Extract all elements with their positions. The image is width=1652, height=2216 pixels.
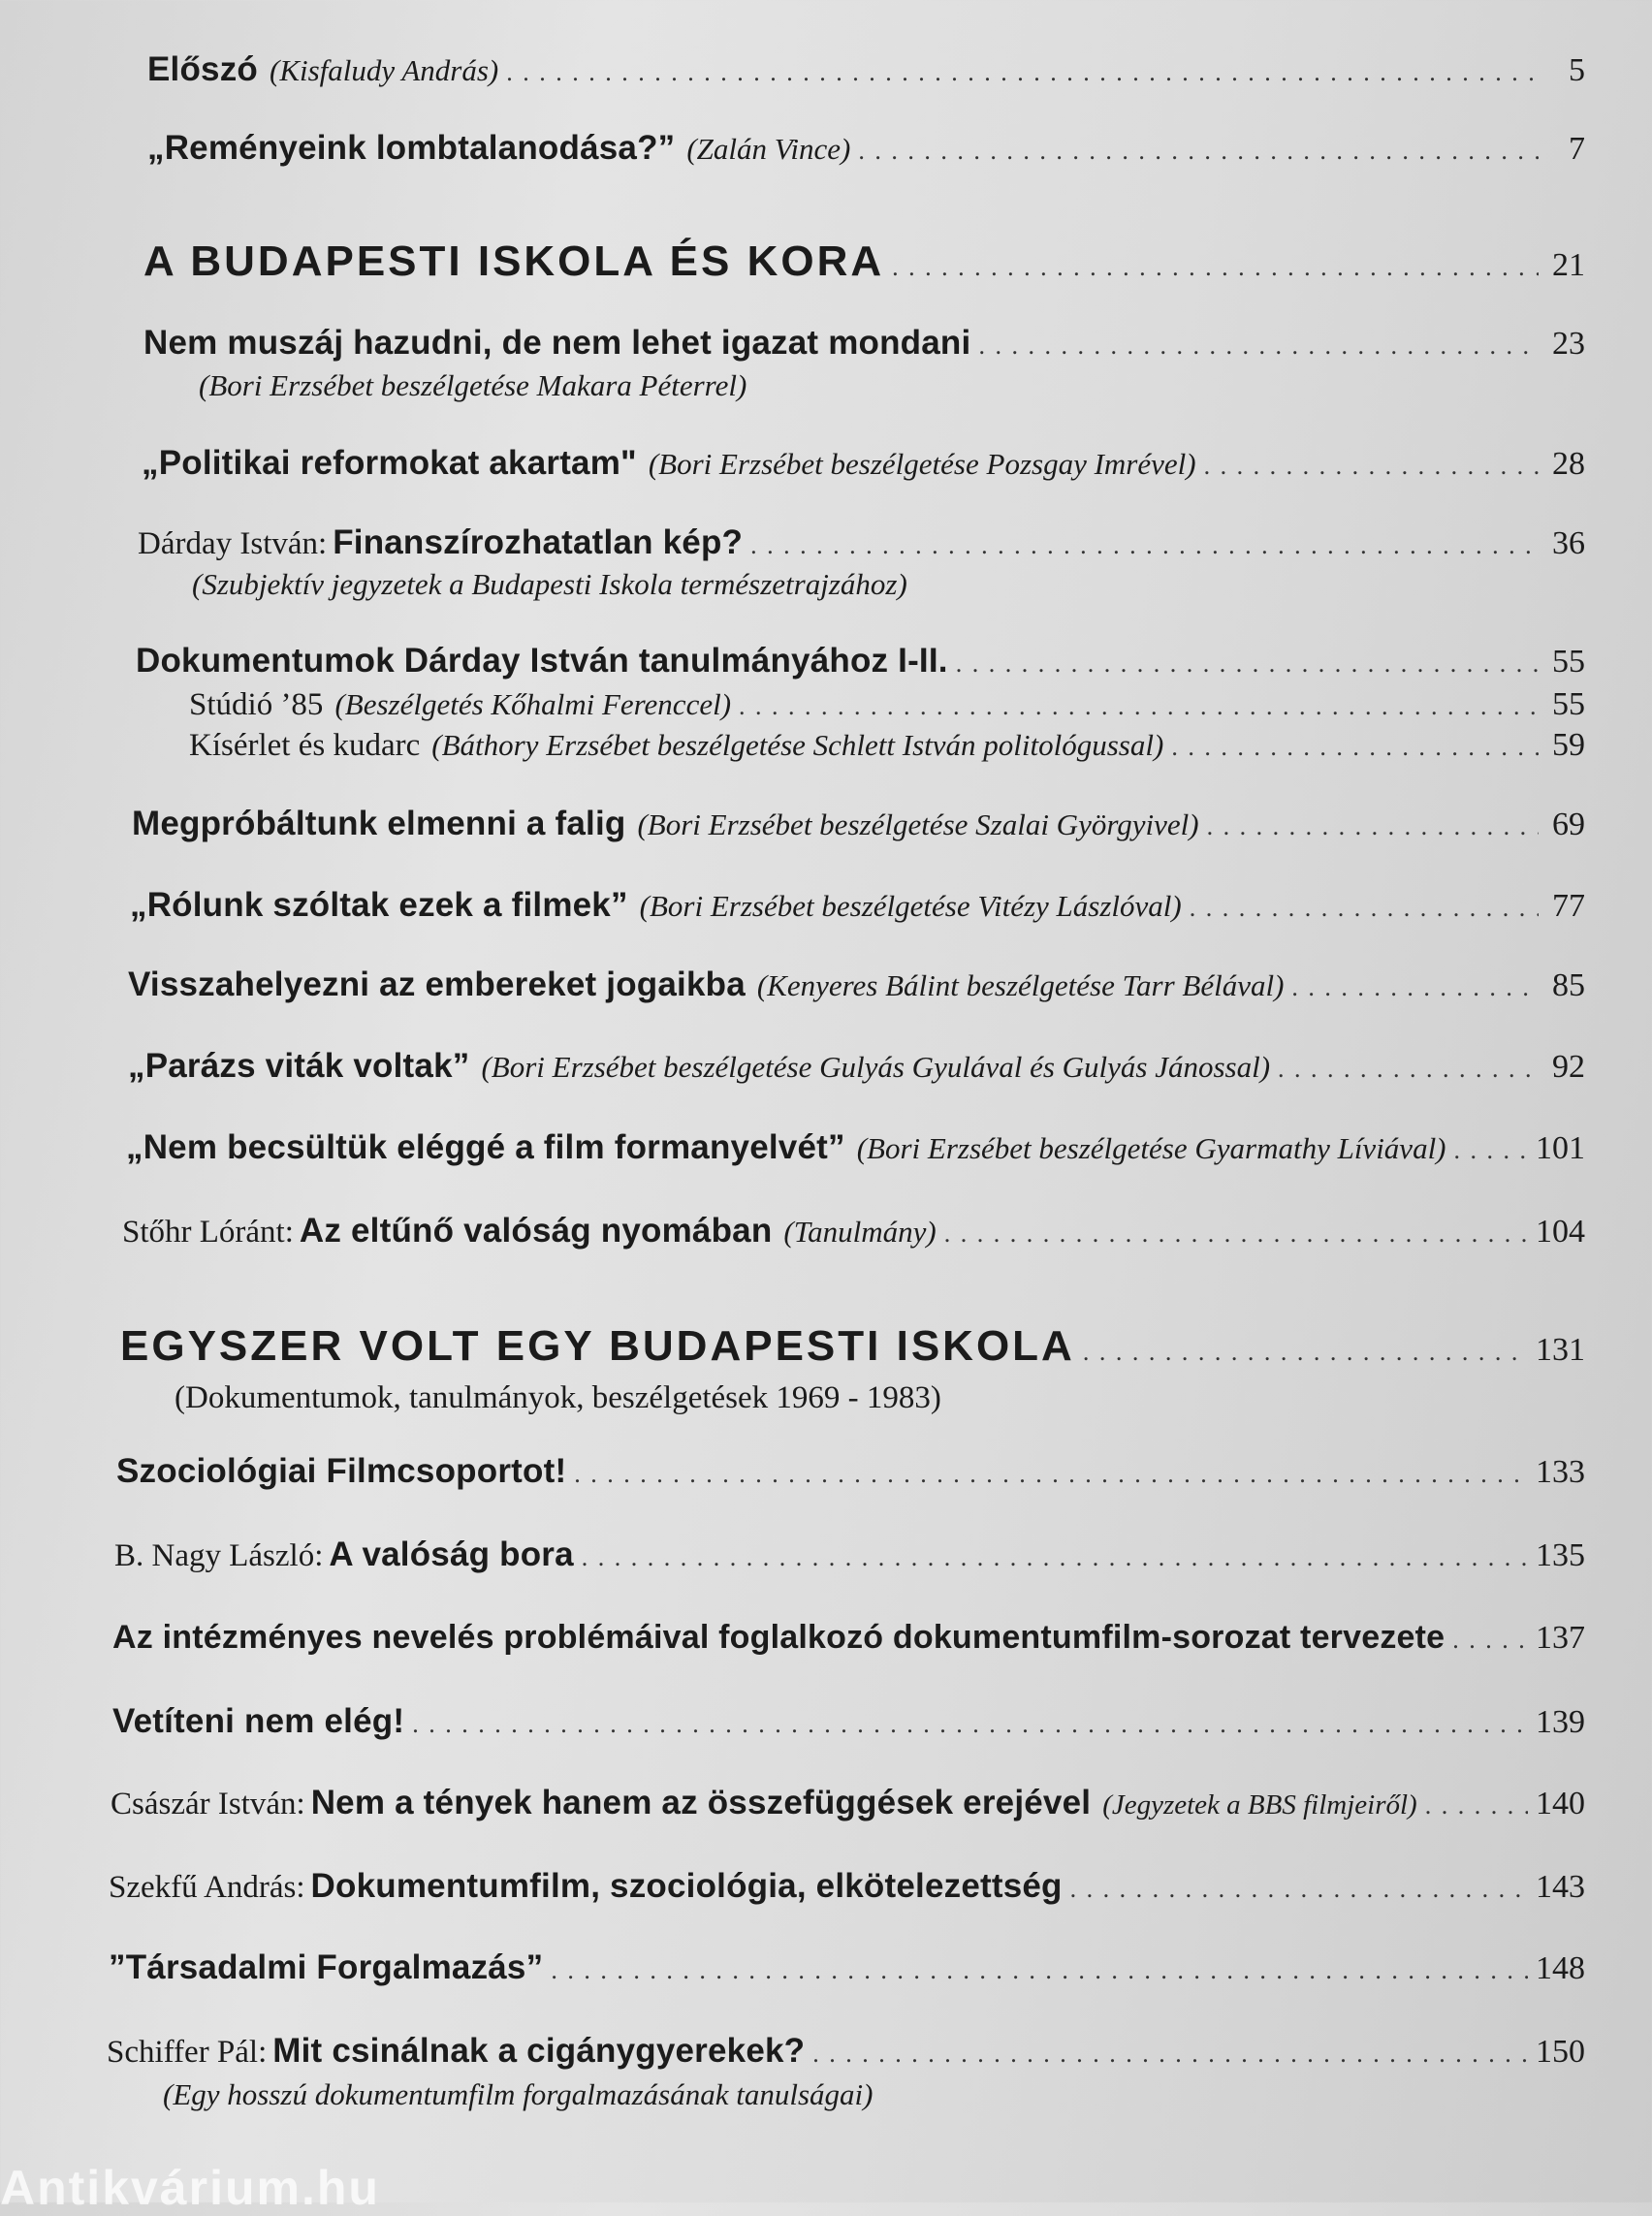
section-title: EGYSZER VOLT EGY BUDAPESTI ISKOLA bbox=[120, 1322, 1075, 1370]
toc-entry bbox=[112, 1619, 1585, 1657]
entry-note: (Kisfaludy András) bbox=[270, 53, 499, 87]
entry-title: A valóság bora bbox=[329, 1535, 574, 1573]
page-number: 23 bbox=[1552, 326, 1585, 362]
entry-title: Mit csinálnak a cigánygyerekek? bbox=[272, 2032, 806, 2070]
entry-title: „Rólunk szóltak ezek a filmek” bbox=[130, 886, 628, 924]
toc-entry bbox=[111, 1784, 1585, 1822]
entry-title: Előszó bbox=[147, 50, 258, 88]
toc-entry bbox=[138, 523, 1585, 562]
page-number: 7 bbox=[1569, 131, 1585, 167]
entry-title: „Nem becsültük eléggé a film formanyelvét” bbox=[126, 1128, 845, 1166]
entry-note: (Tanulmány) bbox=[783, 1215, 937, 1249]
leader-dots bbox=[944, 1219, 1528, 1249]
leader-dots bbox=[1278, 1055, 1539, 1084]
entry-author: Dárday István: bbox=[138, 526, 328, 561]
leader-dots bbox=[892, 253, 1539, 282]
toc-entry bbox=[109, 1867, 1585, 1906]
section-subtitle: (Dokumentumok, tanulmányok, beszélgetések 1969 - 1983) bbox=[175, 1380, 941, 1415]
leader-dots bbox=[812, 2040, 1528, 2069]
page-number: 85 bbox=[1552, 967, 1585, 1003]
entry-title: ”Társadalmi Forgalmazás” bbox=[109, 1948, 544, 1986]
section-title: A BUDAPESTI ISKOLA ÉS KORA bbox=[143, 237, 885, 285]
page-number: 135 bbox=[1536, 1537, 1585, 1573]
entry-title: Kísérlet és kudarc bbox=[189, 728, 421, 763]
entry-note: (Bori Erzsébet beszélgetése Gyarmathy Líviával) bbox=[856, 1131, 1446, 1165]
leader-dots bbox=[1291, 973, 1539, 1002]
page-number: 148 bbox=[1536, 1950, 1585, 1986]
page-number: 69 bbox=[1552, 807, 1585, 842]
page-number: 131 bbox=[1536, 1332, 1585, 1368]
leader-dots bbox=[858, 137, 1539, 166]
page-number: 55 bbox=[1552, 686, 1585, 722]
page-number: 139 bbox=[1536, 1704, 1585, 1740]
leader-dots bbox=[1454, 1136, 1528, 1165]
toc-entry bbox=[107, 2032, 1585, 2071]
leader-dots bbox=[739, 692, 1539, 721]
entry-title: Az eltűnő valóság nyomában bbox=[299, 1212, 773, 1250]
entry-note: (Báthory Erzsébet beszélgetése Schlett István politológussal) bbox=[431, 728, 1164, 762]
entry-author: B. Nagy László: bbox=[114, 1538, 324, 1573]
leader-dots bbox=[1083, 1338, 1528, 1367]
toc-entry bbox=[130, 886, 1585, 925]
leader-dots bbox=[1190, 894, 1539, 923]
toc-entry bbox=[128, 966, 1585, 1004]
watermark: Antikvárium.hu bbox=[0, 2161, 380, 2215]
page-number: 5 bbox=[1569, 52, 1585, 88]
page-number: 101 bbox=[1536, 1130, 1585, 1166]
page-number: 28 bbox=[1552, 446, 1585, 482]
toc-entry bbox=[116, 1452, 1585, 1491]
leader-dots bbox=[1452, 1626, 1528, 1655]
toc-entry bbox=[142, 444, 1585, 483]
entry-author: Szekfű András: bbox=[109, 1870, 305, 1905]
entry-title: „Politikai reformokat akartam" bbox=[142, 444, 637, 482]
leader-dots bbox=[956, 649, 1539, 679]
entry-note: (Beszélgetés Kőhalmi Ferenccel) bbox=[334, 687, 732, 721]
leader-dots bbox=[506, 58, 1539, 87]
page-number: 92 bbox=[1552, 1049, 1585, 1085]
entry-note: (Jegyzetek a BBS filmjeiről) bbox=[1102, 1789, 1417, 1820]
leader-dots bbox=[1207, 812, 1539, 841]
page-number: 36 bbox=[1552, 525, 1585, 561]
page-number: 59 bbox=[1552, 727, 1585, 763]
toc-subentry bbox=[189, 727, 1585, 764]
toc-entry bbox=[109, 1948, 1585, 1987]
entry-author: Stőhr Lóránt: bbox=[122, 1215, 294, 1250]
entry-subtitle: (Egy hosszú dokumentumfilm forgalmazásának tanulságai) bbox=[163, 2077, 874, 2111]
entry-title: Az intézményes nevelés problémáival foglalkozó dokumentumfilm-sorozat tervezete bbox=[112, 1619, 1446, 1656]
leader-dots bbox=[1204, 452, 1539, 481]
page-number: 55 bbox=[1552, 644, 1585, 680]
toc-entry bbox=[126, 1128, 1585, 1167]
toc-entry bbox=[122, 1212, 1585, 1250]
toc-entry bbox=[147, 50, 1585, 89]
leader-dots bbox=[978, 332, 1539, 361]
entry-note: (Bori Erzsébet beszélgetése Vitézy Lászlóval) bbox=[639, 889, 1182, 923]
page-number: 150 bbox=[1536, 2034, 1585, 2070]
entry-note: (Bori Erzsébet beszélgetése Gulyás Gyulával és Gulyás Jánossal) bbox=[481, 1050, 1271, 1084]
toc-entry bbox=[132, 805, 1585, 843]
leader-dots bbox=[750, 531, 1539, 560]
entry-title: Stúdió ’85 bbox=[189, 687, 324, 722]
toc-entry bbox=[128, 1047, 1585, 1086]
page-number: 77 bbox=[1552, 888, 1585, 924]
entry-subtitle: (Szubjektív jegyzetek a Budapesti Iskola természetrajzához) bbox=[192, 567, 907, 601]
section-heading bbox=[120, 1322, 1585, 1371]
entry-title: Dokumentumfilm, szociológia, elkötelezettség bbox=[310, 1867, 1063, 1905]
leader-dots bbox=[551, 1956, 1528, 1985]
entry-title: „Parázs viták voltak” bbox=[128, 1047, 470, 1085]
entry-note: (Bori Erzsébet beszélgetése Pozsgay Imrével) bbox=[648, 447, 1196, 481]
entry-note: (Kenyeres Bálint beszélgetése Tarr Bélával) bbox=[756, 968, 1285, 1002]
entry-note: (Zalán Vince) bbox=[686, 132, 851, 166]
entry-title: Visszahelyezni az embereket jogaikba bbox=[128, 966, 746, 1003]
leader-dots bbox=[582, 1543, 1528, 1572]
entry-title: „Reményeink lombtalanodása?” bbox=[147, 129, 676, 167]
page-number: 137 bbox=[1536, 1620, 1585, 1656]
toc-entry bbox=[112, 1702, 1585, 1741]
leader-dots bbox=[1070, 1875, 1528, 1904]
leader-dots bbox=[1425, 1791, 1528, 1820]
toc-entry bbox=[147, 129, 1585, 168]
leader-dots bbox=[412, 1710, 1528, 1739]
entry-title: Vetíteni nem elég! bbox=[112, 1702, 405, 1740]
entry-title: Finanszírozhatatlan kép? bbox=[333, 523, 744, 561]
entry-title: Nem muszáj hazudni, de nem lehet igazat mondani bbox=[143, 324, 971, 362]
toc-entry bbox=[136, 642, 1585, 681]
leader-dots bbox=[1171, 733, 1539, 762]
entry-note: (Bori Erzsébet beszélgetése Szalai Györgyivel) bbox=[637, 807, 1199, 841]
entry-title: Dokumentumok Dárday István tanulmányához I-II. bbox=[136, 642, 948, 680]
toc-entry bbox=[143, 324, 1585, 363]
entry-author: Császár István: bbox=[111, 1787, 305, 1821]
entry-subtitle: (Bori Erzsébet beszélgetése Makara Péterrel) bbox=[199, 368, 747, 402]
page-number: 133 bbox=[1536, 1454, 1585, 1490]
page-number: 21 bbox=[1552, 247, 1585, 283]
entry-title: Megpróbáltunk elmenni a falig bbox=[132, 805, 626, 842]
section-heading bbox=[143, 237, 1585, 286]
page-number: 143 bbox=[1536, 1869, 1585, 1905]
toc-subentry bbox=[189, 686, 1585, 723]
entry-author: Schiffer Pál: bbox=[107, 2035, 268, 2070]
entry-title: Szociológiai Filmcsoportot! bbox=[116, 1452, 567, 1490]
entry-title: Nem a tények hanem az összefüggések erejével bbox=[310, 1784, 1092, 1821]
toc-entry bbox=[114, 1535, 1585, 1574]
leader-dots bbox=[574, 1460, 1528, 1489]
page-number: 140 bbox=[1536, 1786, 1585, 1821]
page-number: 104 bbox=[1536, 1214, 1585, 1250]
